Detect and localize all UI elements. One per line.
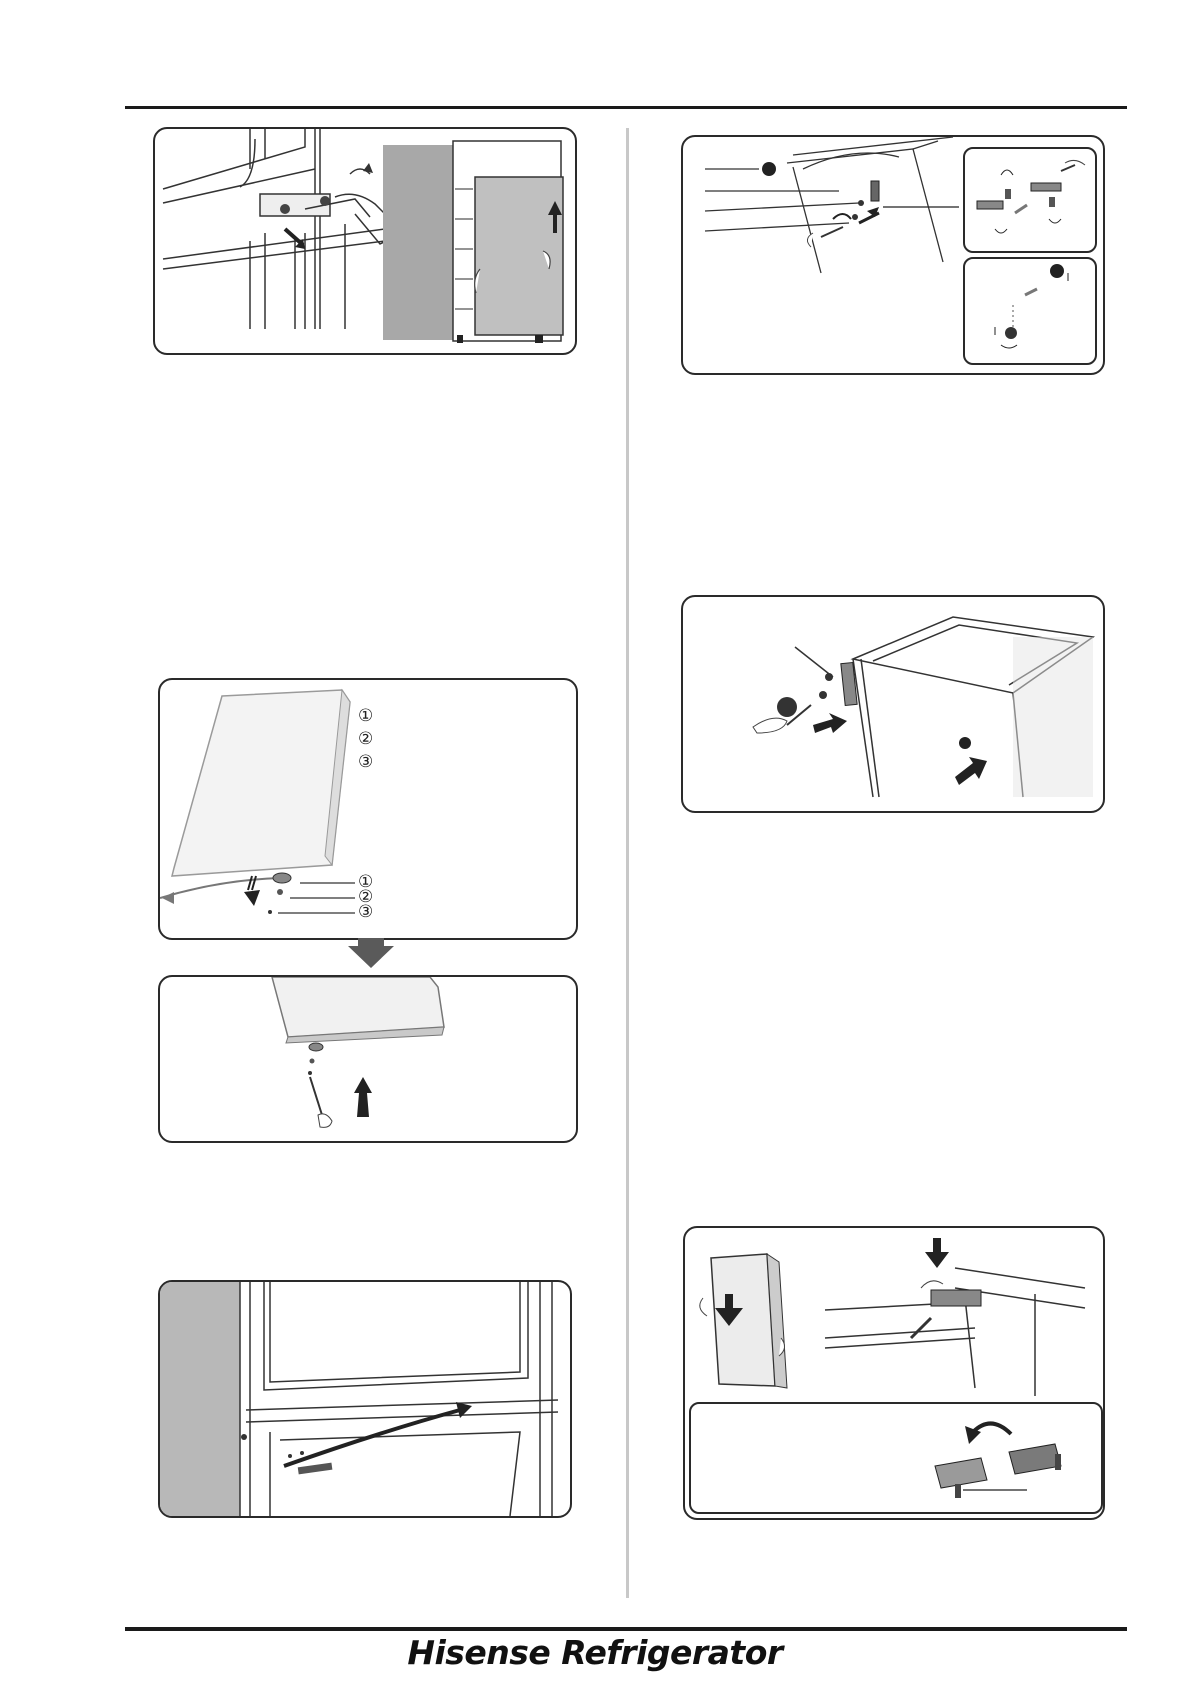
figure-door-parts xyxy=(158,678,578,940)
figure-reinstall-door xyxy=(683,1226,1105,1520)
figure-cabinet-middle xyxy=(158,1280,572,1518)
hinge-callout-2: ② xyxy=(358,887,374,907)
brand-wordmark: Hisense Refrigerator xyxy=(407,1633,783,1672)
door-callout-2: ② xyxy=(358,729,374,749)
hinge-rotate-illustration xyxy=(691,1404,1101,1512)
door-bottom-illustration xyxy=(160,977,576,1141)
hinge-callout-3: ③ xyxy=(358,902,374,922)
header-rule xyxy=(125,106,1127,109)
footer-rule xyxy=(125,1627,1127,1631)
figure-remove-top-hinge xyxy=(153,127,577,355)
cabinet-left-hinge-illustration xyxy=(683,597,1103,811)
figure-reinstall-door-hinge xyxy=(158,975,578,1143)
door-callout-1: ① xyxy=(358,706,374,726)
inset-cap-detail xyxy=(963,257,1097,365)
hinge-detail-illustration xyxy=(965,149,1095,251)
hinge-callout-1: ① xyxy=(358,872,374,892)
figure-hinge-cover-parts xyxy=(681,135,1105,375)
column-divider xyxy=(626,128,629,1598)
figure-install-left-hinge xyxy=(681,595,1105,813)
inset-hinge-detail xyxy=(963,147,1097,253)
inset-hinge-rotate xyxy=(689,1402,1103,1514)
cabinet-middle-illustration xyxy=(160,1282,570,1516)
door-callout-3: ③ xyxy=(358,752,374,772)
cap-detail-illustration xyxy=(965,259,1095,363)
top-hinge-illustration xyxy=(155,129,575,353)
arrow-down-icon xyxy=(348,938,394,968)
